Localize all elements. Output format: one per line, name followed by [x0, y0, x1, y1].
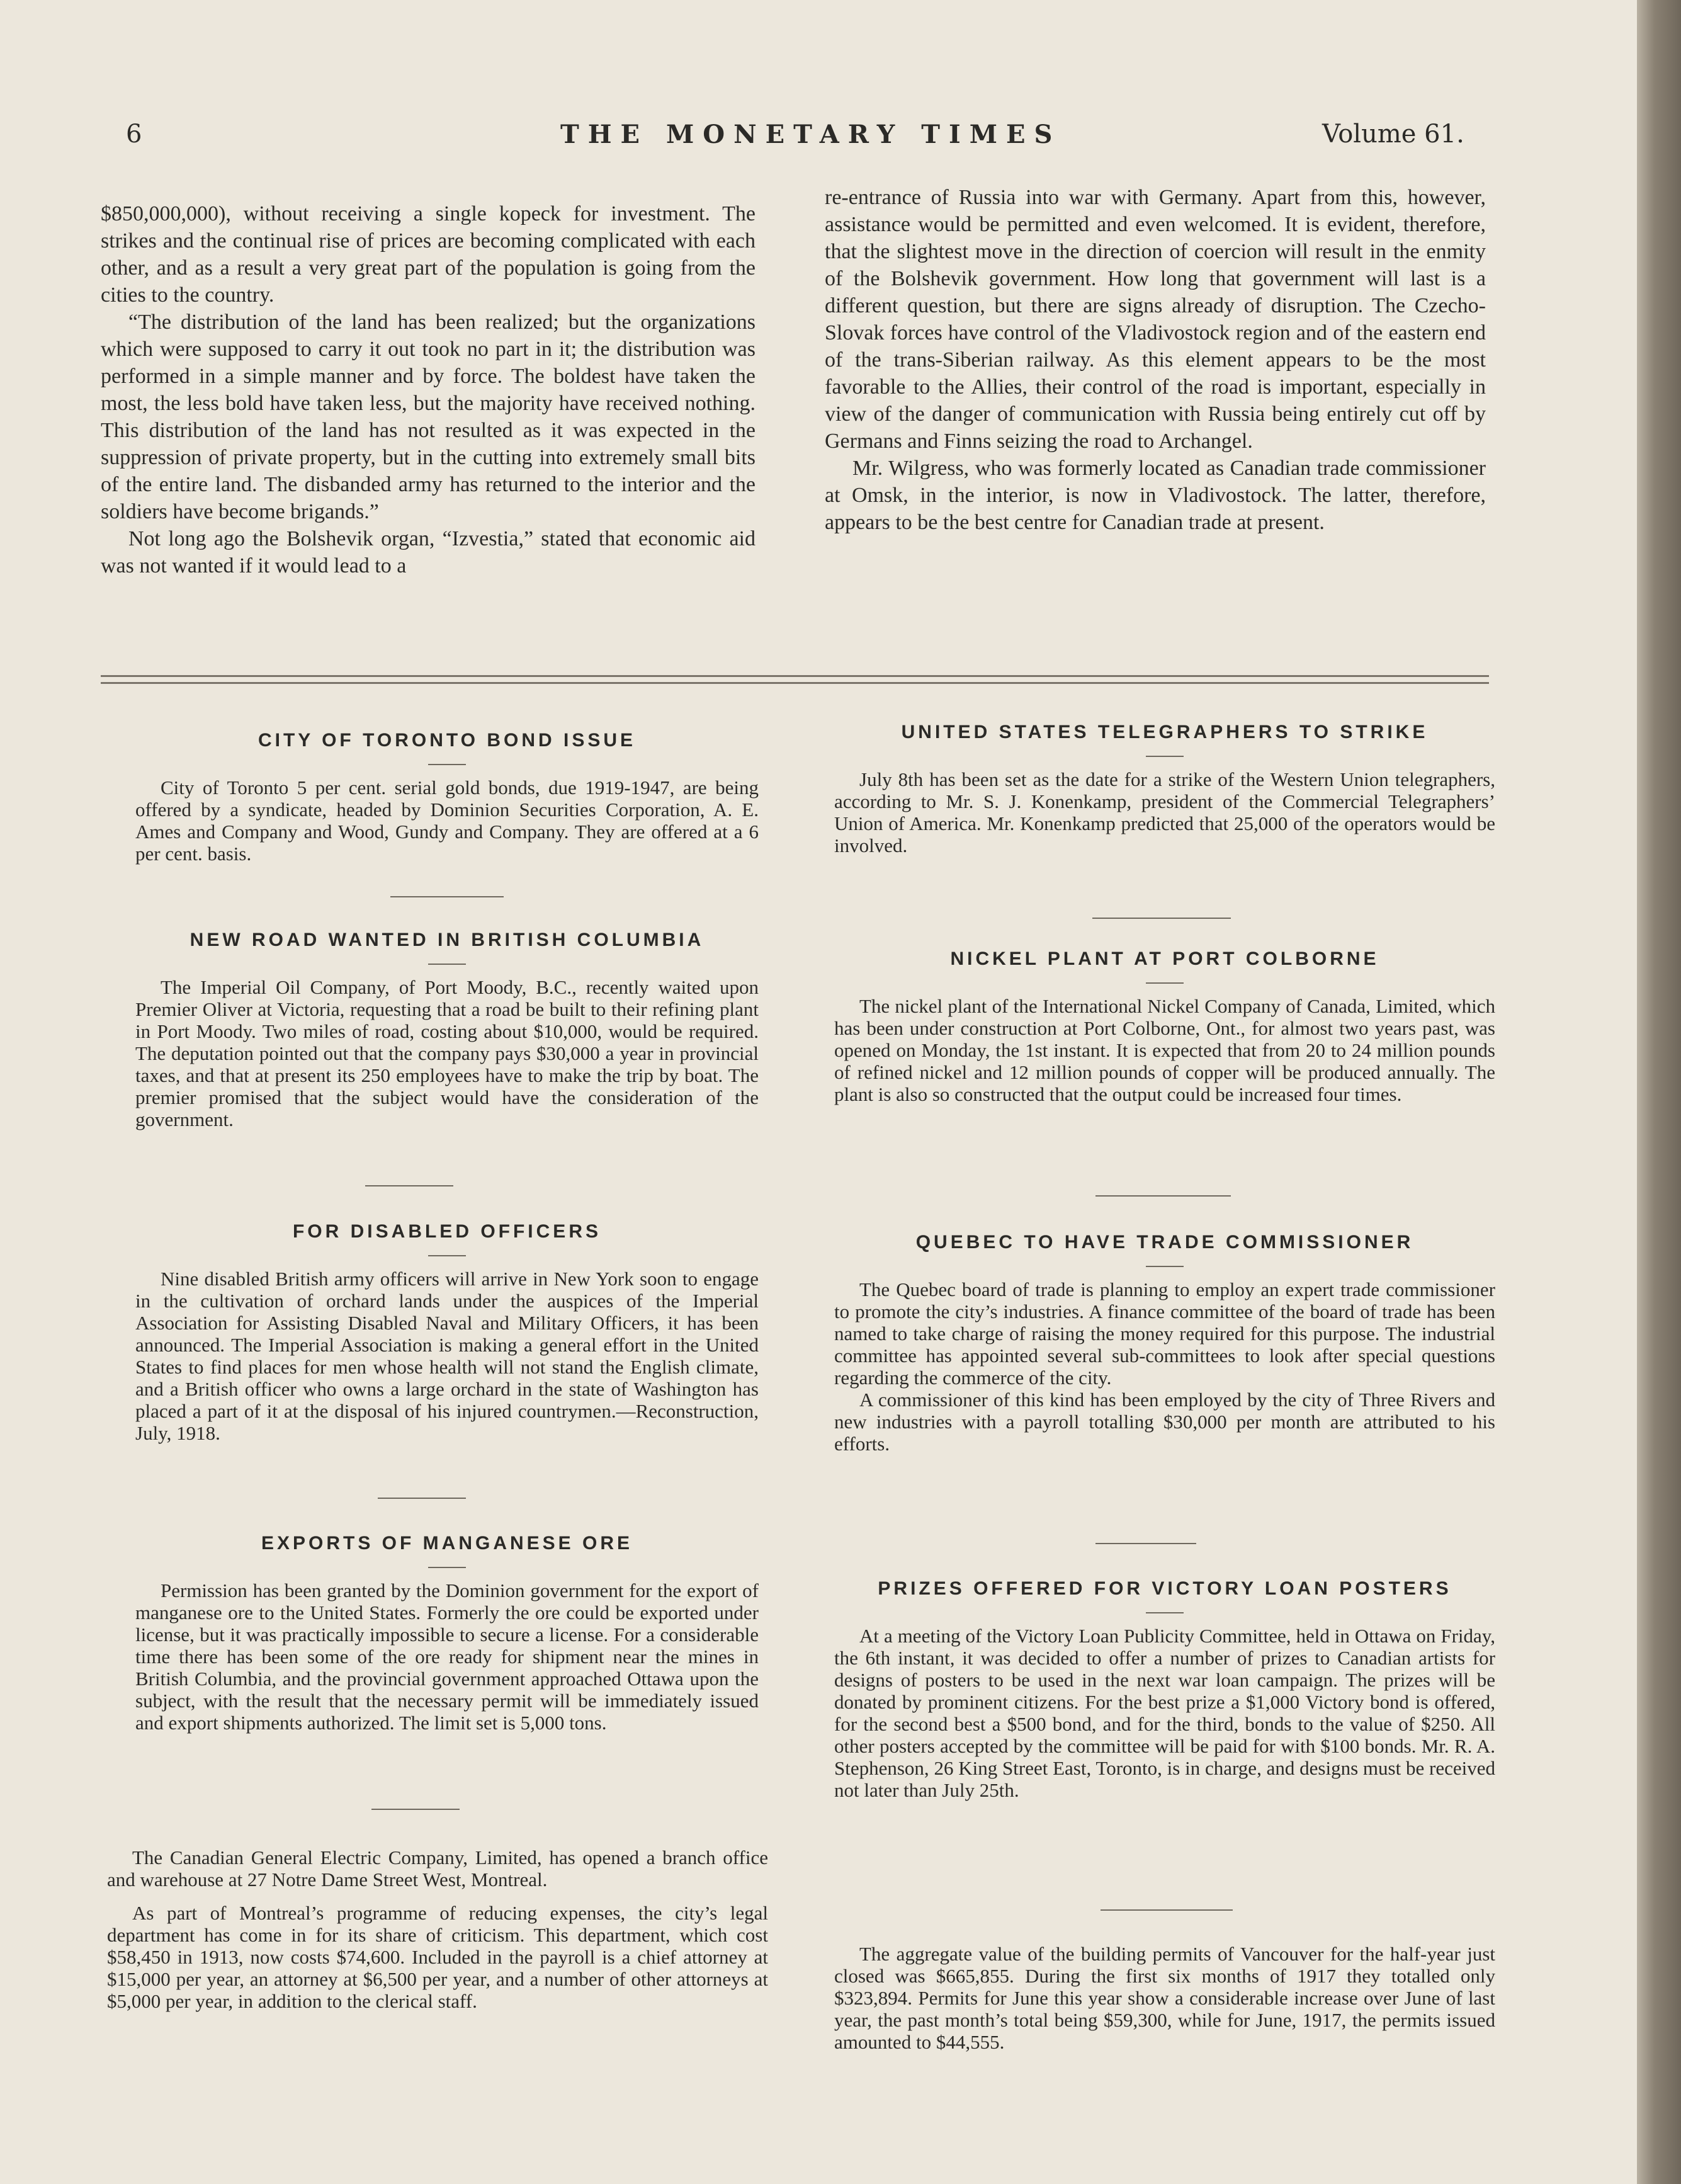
binding-edge — [1637, 0, 1681, 2184]
article-continuation-right — [825, 184, 1486, 536]
paragraph: At a meeting of the Victory Loan Publicity Committee, held in Ottawa on Friday, the 6th instant, it was decided to offer a number of prizes to Canadian artists for designs of posters to be used in the next war loan campaign. The prizes will be donated by prominent citizens. For the best prize a $1,000 Victory bond is offered, for the second best a $500 bond, and for the third, bonds to the value of $250. All other posters accepted by the committee will be paid for with $100 bonds. Mr. R. A. Stephenson, 26 King Street East, Toronto, is in charge, and designs must be received not later than July 25th. — [834, 1625, 1495, 1801]
headline-rule — [428, 1567, 466, 1568]
article-toronto-bonds — [135, 729, 759, 865]
page-number: 6 — [126, 120, 142, 149]
section-divider — [101, 675, 1489, 684]
article-continuation-left — [101, 200, 756, 579]
article-separator — [1095, 1543, 1196, 1544]
paragraph: July 8th has been set as the date for a strike of the Western Union telegraphers, according to Mr. S. J. Konenkamp, president of the Commercial Telegraphers’ Union of America. Mr. Konenkamp predicted that 25,000 of the operators would be involved. — [834, 768, 1495, 856]
paragraph: As part of Montreal’s programme of reducing expenses, the city’s legal department has come in for its share of criticism. This department, which cost $58,450 in 1913, now costs $74,600. Included in the payroll is a chief attorney at $15,000 per year, an attorney at $6,500 per year, and a number of other attorneys at $5,000 per year, in addition to the clerical staff. — [107, 1902, 768, 2012]
article-separator — [378, 1498, 466, 1499]
paragraph: “The distribution of the land has been realized; but the organizations which were supposed to carry it out took no part in it; the distribution was performed in a simple manner and by force. The boldest have taken the most, the less bold have taken less, but the majority have received nothing. This distribution of the land has not resulted as it was expected in the suppression of private property, but in the cutting into extremely small bits of the entire land. The disbanded army has returned to the interior and the soldiers have become brigands.” — [101, 310, 756, 523]
paragraph: $850,000,000), without receiving a single kopeck for investment. The strikes and the continual rise of prices are becoming complicated with each other, and as a result a very great part of the population is going from the cities to the country. — [101, 202, 756, 307]
article-quebec-commissioner — [834, 1231, 1495, 1455]
paragraph: Not long ago the Bolshevik organ, “Izvestia,” stated that economic aid was not wanted if it would lead to a — [101, 527, 756, 577]
headline-rule — [1146, 1266, 1184, 1267]
article-separator — [1095, 1195, 1231, 1197]
paragraph: Nine disabled British army officers will arrive in New York soon to engage in the cultivation of orchard lands under the auspices of the Imperial Association for Assisting Disabled Naval and Military Officers, it has been announced. The Imperial Association is making a general effort in the United States to find places for men whose health will not stand the English climate, and a British officer who owns a large orchard in the state of Washington has placed a part of it at the disposal of his injured countrymen.—Reconstruction, July, 1918. — [135, 1268, 759, 1444]
article-headline: NEW ROAD WANTED IN BRITISH COLUMBIA — [190, 930, 705, 950]
article-headline: NICKEL PLANT AT PORT COLBORNE — [950, 948, 1379, 969]
article-separator — [365, 1185, 453, 1186]
article-headline: EXPORTS OF MANGANESE ORE — [261, 1533, 633, 1554]
publication-title: THE MONETARY TIMES — [560, 120, 1061, 149]
article-montreal-notes — [107, 1846, 768, 2012]
headline-rule — [428, 964, 466, 965]
article-separator — [1101, 1909, 1233, 1911]
article-headline: PRIZES OFFERED FOR VICTORY LOAN POSTERS — [878, 1578, 1452, 1599]
article-victory-loan-posters — [834, 1578, 1495, 1801]
article-separator — [371, 1809, 460, 1810]
article-telegraphers-strike — [834, 721, 1495, 856]
headline-rule — [1146, 756, 1184, 757]
article-nickel-plant — [834, 948, 1495, 1105]
volume-label: Volume 61. — [1322, 120, 1464, 149]
article-disabled-officers — [135, 1220, 759, 1444]
paragraph: The aggregate value of the building permits of Vancouver for the half-year just closed was $665,855. During the first six months of 1917 they totalled only $323,894. Permits for June this year show a considerable increase over June of last year, the past month’s total being $59,300, while for June, 1917, the permits issued amounted to $44,555. — [834, 1943, 1495, 2053]
paragraph: Permission has been granted by the Dominion government for the export of manganese ore to the United States. Formerly the ore could be exported under license, but it was practically impossible to secure a license. For a considerable time there has been some of the ore ready for shipment near the mines in British Columbia, and the provincial government approached Ottawa upon the subject, with the result that the necessary permit will be immediately issued and export shipments authorized. The limit set is 5,000 tons. — [135, 1579, 759, 1734]
article-headline: CITY OF TORONTO BOND ISSUE — [258, 730, 637, 751]
paragraph: The Canadian General Electric Company, Limited, has opened a branch office and warehouse at 27 Notre Dame Street West, Montreal. — [107, 1846, 768, 1891]
article-headline: FOR DISABLED OFFICERS — [292, 1221, 601, 1242]
paragraph: re-entrance of Russia into war with Germany. Apart from this, however, assistance would be permitted and even welcomed. It is evident, therefore, that the slightest move in the direction of coercion will result in the enmity of the Bolshevik government. How long that government will last is a different question, but there are signs already of disruption. The Czecho-Slovak forces have control of the Vladivostock region and of the eastern end of the trans-Siberian railway. As this element appears to be the most favorable to the Allies, their control of the road is important, especially in view of the danger of communication with Russia being entirely cut off by Germans and Finns seizing the road to Archangel. — [825, 186, 1486, 453]
article-separator — [390, 896, 504, 897]
article-headline: UNITED STATES TELEGRAPHERS TO STRIKE — [901, 722, 1429, 742]
headline-rule — [1146, 982, 1184, 984]
article-manganese-ore — [135, 1532, 759, 1734]
article-bc-road — [135, 929, 759, 1130]
running-head — [126, 120, 1492, 157]
paragraph: A commissioner of this kind has been employed by the city of Three Rivers and new industries with a payroll totalling $30,000 per month are attributed to his efforts. — [834, 1389, 1495, 1455]
paragraph: The Quebec board of trade is planning to employ an expert trade commissioner to promote the city’s industries. A finance committee of the board of trade has been named to take charge of raising the money required for this purpose. The industrial committee has appointed several sub-committees to look after special questions regarding the commerce of the city. — [834, 1278, 1495, 1389]
paragraph: City of Toronto 5 per cent. serial gold bonds, due 1919-1947, are being offered by a syndicate, headed by Dominion Securities Corporation, A. E. Ames and Company and Wood, Gundy and Company. They are offered at a 6 per cent. basis. — [135, 776, 759, 865]
headline-rule — [428, 764, 466, 765]
article-vancouver-permits — [834, 1943, 1495, 2053]
article-separator — [1092, 918, 1231, 919]
paragraph: The nickel plant of the International Nickel Company of Canada, Limited, which has been under construction at Port Colborne, Ont., for almost two years past, was opened on Monday, the 1st instant. It is expected that from 20 to 24 million pounds of refined nickel and 12 million pounds of copper will be produced annually. The plant is also so constructed that the output could be increased four times. — [834, 995, 1495, 1105]
headline-rule — [428, 1255, 466, 1256]
paragraph: The Imperial Oil Company, of Port Moody, B.C., recently waited upon Premier Oliver at Victoria, requesting that a road be built to their refining plant in Port Moody. Two miles of road, costing about $10,000, would be required. The deputation pointed out that the company pays $30,000 a year in provincial taxes, and that at present its 250 employees have to make the trip by boat. The premier promised that the subject would have the consideration of the government. — [135, 976, 759, 1130]
headline-rule — [1146, 1612, 1184, 1613]
article-headline: QUEBEC TO HAVE TRADE COMMISSIONER — [915, 1232, 1414, 1253]
paragraph: Mr. Wilgress, who was formerly located as Canadian trade commissioner at Omsk, in the interior, is now in Vladivostock. The latter, therefore, appears to be the best centre for Canadian trade at present. — [825, 457, 1486, 534]
